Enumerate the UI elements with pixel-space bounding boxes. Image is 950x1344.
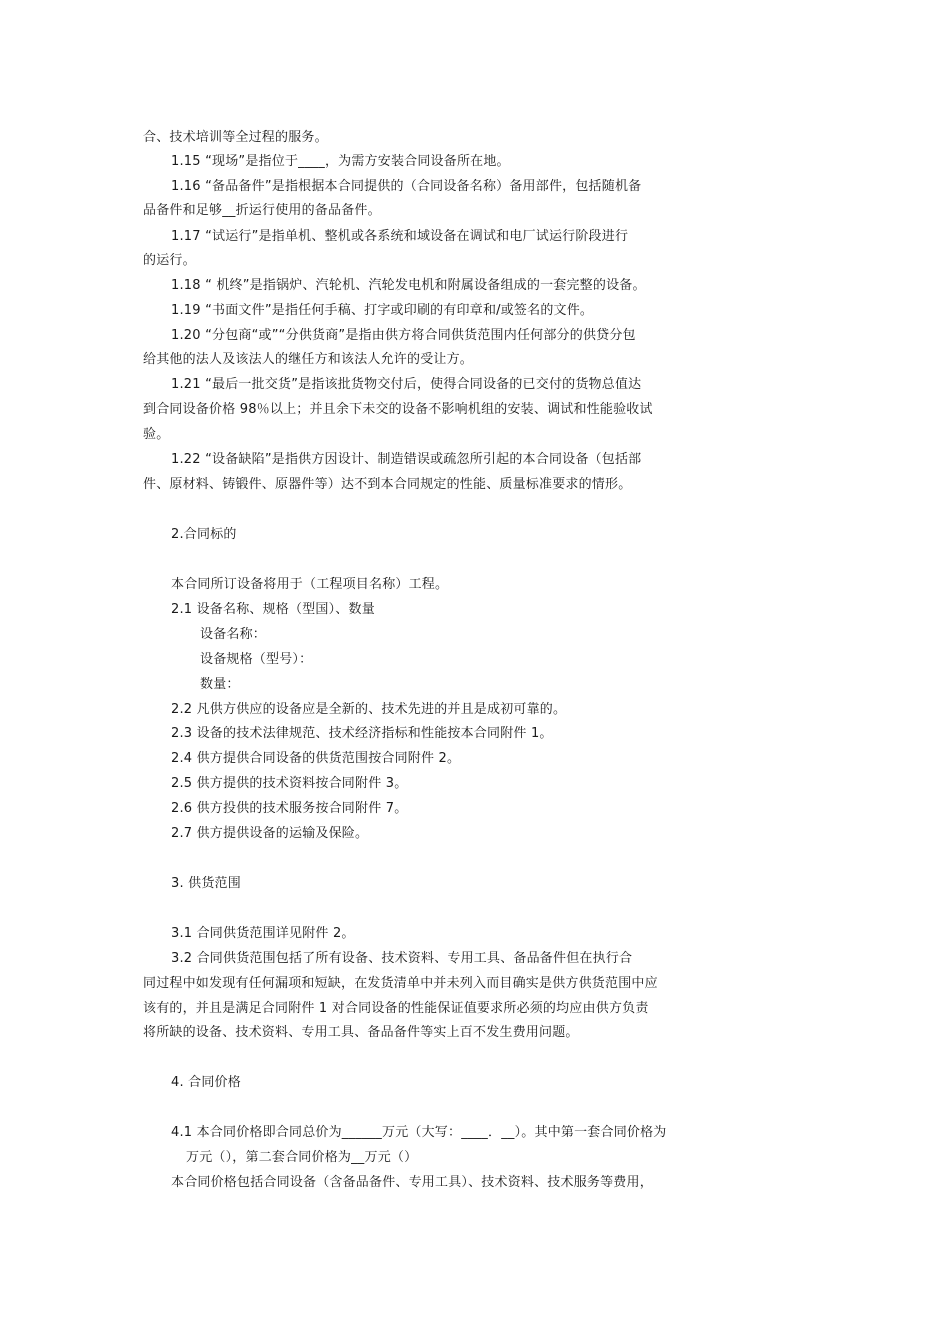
clause-1-15: 1.15 “现场”是指位于____，为需方安装合同设备所在地。 [171, 154, 510, 169]
clause-3-1: 3.1 合同供货范围详见附件 2。 [171, 926, 355, 941]
clause-2-4: 2.4 供方提供合同设备的供货范围按合同附件 2。 [171, 751, 461, 766]
clause-2-1: 2.1 设备名称、规格（型国）、数量 [171, 602, 375, 617]
clause-1-18: 1.18 “ 机终”是指锅炉、汽轮机、汽轮发电机和附属设备组成的一套完整的设备。 [171, 278, 646, 293]
clause-2-5: 2.5 供方提供的技术资料按合同附件 3。 [171, 776, 408, 791]
clause-1-19: 1.19 “书面文件”是指任何手稿、打字或印刷的有印章和/或签名的文件。 [171, 303, 594, 318]
text-line: 将所缺的设备、技术资料、专用工具、备品备件等实上百不发生费用问题。 [143, 1025, 579, 1040]
clause-1-16: 1.16 “备品备件”是指根据本合同提供的（合同设备名称）备用部件，包括随机备 [171, 179, 642, 194]
clause-2-7: 2.7 供方提供设备的运输及保险。 [171, 826, 369, 841]
text-line: 验。 [143, 427, 170, 442]
clause-2-3: 2.3 设备的技术法律规范、技术经济指标和性能按本合同附件 1。 [171, 726, 553, 741]
section-heading-3: 3. 供货范围 [171, 876, 241, 891]
text-line: 品备件和足够__折运行使用的备品备件。 [143, 203, 381, 218]
text-line: 的运行。 [143, 253, 196, 268]
clause-4-1: 4.1 本合同价格即合同总价为______万元（大写：____．__）。其中第一套合同价格为 [171, 1125, 667, 1140]
field-equipment-spec: 设备规格（型号）： [200, 652, 313, 667]
section-heading-4: 4. 合同价格 [171, 1075, 241, 1090]
clause-1-22: 1.22 “设备缺陷”是指供方因设计、制造错误或疏忽所引起的本合同设备（包括部 [171, 452, 642, 467]
field-equipment-name: 设备名称： [200, 627, 267, 642]
clause-1-17: 1.17 “试运行”是指单机、整机或各系统和域设备在调试和电厂试运行阶段进行 [171, 229, 629, 244]
text-line: 本合同所订设备将用于（工程项目名称）工程。 [171, 577, 449, 592]
text-line: 本合同价格包括合同设备（含备品备件、专用工具）、技术资料、技术服务等费用， [171, 1175, 653, 1190]
text-line: 合、技术培训等全过程的服务。 [143, 130, 328, 145]
clause-3-2: 3.2 合同供货范围包括了所有设备、技术资料、专用工具、备品备件但在执行合 [171, 951, 633, 966]
section-heading-2: 2.合同标的 [171, 527, 237, 542]
field-quantity: 数量： [200, 677, 240, 692]
text-line: 到合同设备价格 98％以上；并且余下未交的设备不影响机组的安装、调试和性能验收试 [143, 402, 653, 417]
clause-2-2: 2.2 凡供方供应的设备应是全新的、技术先进的并且是成初可靠的。 [171, 702, 567, 717]
text-line: 同过程中如发现有任何漏项和短缺，在发货清单中并未列入而目确实是供方供货范围中应 [143, 976, 658, 991]
text-line: 给其他的法人及该法人的继任方和该法人允许的受让方。 [143, 352, 474, 367]
text-line: 万元（），第二套合同价格为__万元（） [186, 1150, 418, 1165]
clause-2-6: 2.6 供方投供的技术服务按合同附件 7。 [171, 801, 408, 816]
clause-1-21: 1.21 “最后一批交货”是指该批货物交付后，使得合同设备的已交付的货物总值达 [171, 377, 642, 392]
clause-1-20: 1.20 “分包商“或”“分供货商”是指由供方将合同供货范围内任何部分的供贷分包 [171, 328, 636, 343]
text-line: 该有的，并且是满足合同附件 1 对合同设备的性能保证值要求所必须的均应由供方负责 [143, 1001, 649, 1016]
text-line: 件、原材料、铸锻件、原器件等）达不到本合同规定的性能、质量标准要求的情形。 [143, 477, 632, 492]
